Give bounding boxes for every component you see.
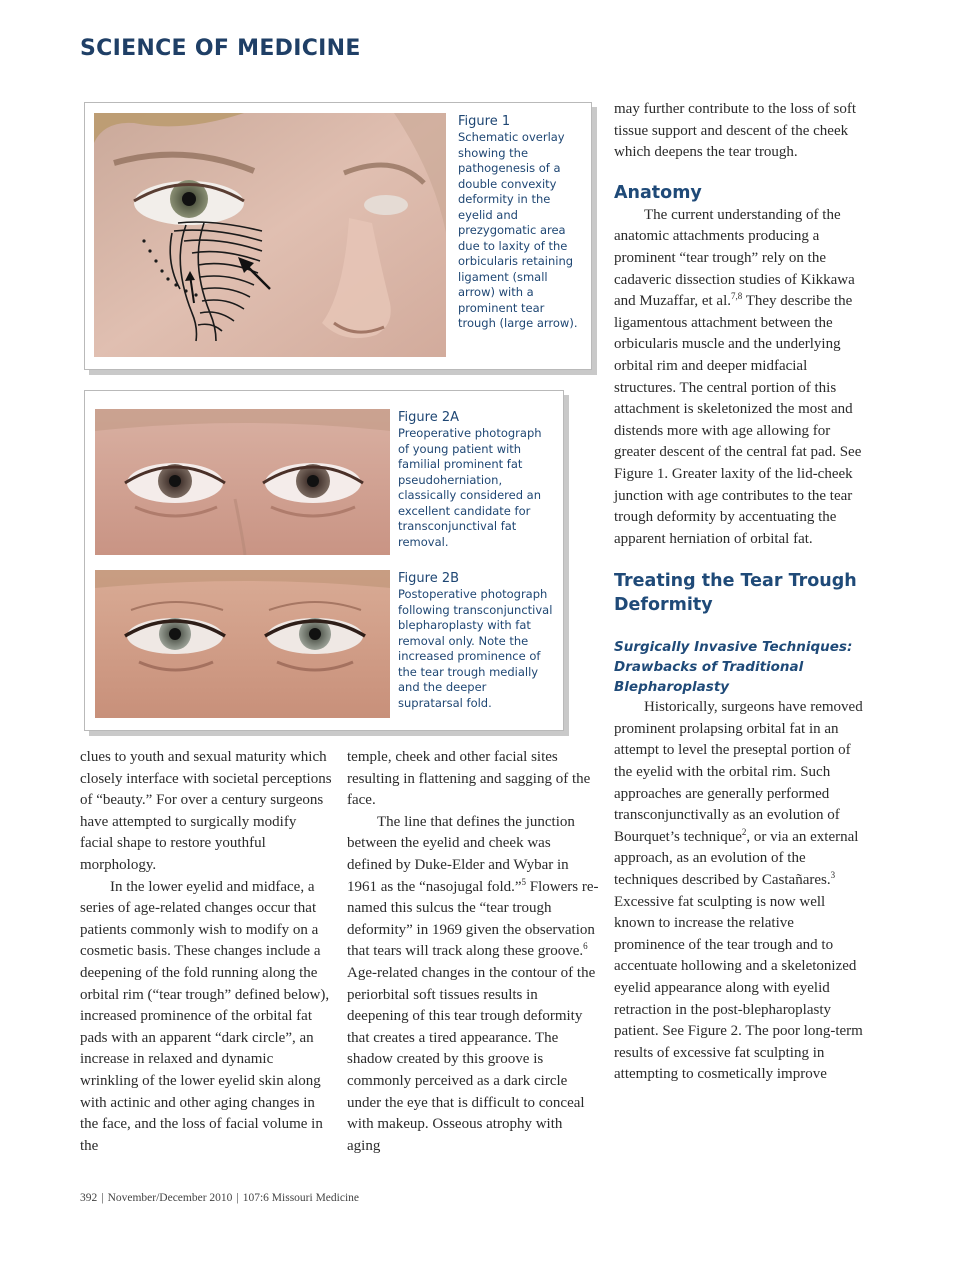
reference-3: 3 [830, 870, 836, 881]
column-3 [614, 99, 866, 1086]
figure-2a-caption [398, 409, 554, 550]
anatomy-paragraph [614, 205, 866, 551]
column-2 [347, 747, 599, 1157]
treating-part-c: Excessive fat sculpting is now well known to increase the relative prominence of the tear trough and to accentuate hollowing and a skeletonized eyelid appearance along with eyelid retraction in the post-blepharoplasty patient. See Figure 2. The poor long-term results of excessive fat sculpting in attempting to cosmetically improve [614, 893, 863, 1083]
reference-5: 5 [521, 876, 527, 887]
reference-2: 2 [741, 826, 747, 837]
treating-part-b: , or via an external approach, as an evolution of the techniques described by Castañares. [614, 828, 859, 889]
treating-paragraph [614, 697, 866, 1086]
heading-treating: Treating the Tear Trough Deformity [614, 571, 857, 616]
figure-2a-photo [95, 409, 390, 555]
figure-2-box [84, 390, 564, 731]
col2-p2-part-b: Flowers re-named this sulcus the “tear trough deformity” in 1969 given the observation that tears will track along these groove. [347, 878, 599, 960]
reference-7-8: 7,8 [730, 291, 743, 302]
anatomy-part-a: The current understanding of the anatomic attachments producing a prominent “tear trough” rely on the cadaveric dissection studies of Kikkawa and Muzaffar, et al. [614, 206, 855, 310]
column-1 [80, 747, 332, 1157]
figure-2a-title: Figure 2A [398, 410, 459, 425]
col2-paragraph-1: temple, cheek and other facial sites resulting in flattening and sagging of the face. [347, 749, 591, 809]
figure-2b-text: Postoperative photograph following transconjunctival blepharoplasty with fat removal only. Note the increased prominence of the tear trough medially and the deeper supratarsal fold. [398, 587, 553, 710]
figure-1-text: Schematic overlay showing the pathogenesis of a double convexity deformity in the eyelid and prezygomatic area due to laxity of the orbicularis retaining ligament (small arrow) with a prominent tear trough (large arrow). [458, 130, 578, 330]
figure-1-title: Figure 1 [458, 114, 511, 129]
col2-p2-part-c: Age-related changes in the contour of the periorbital soft tissues results in deepening of this tear trough deformity that creates a tired appearance. The shadow created by this groove is commonly perceived as a dark circle under the eye that is difficult to conceal with makeup. Osseous atrophy with aging [347, 964, 596, 1154]
section-title: SCIENCE OF MEDICINE [80, 36, 361, 61]
col1-paragraph-2: In the lower eyelid and midface, a series of age-related changes occur that patients commonly wish to modify on a cosmetic basis. These changes include a deepening of the fold running along the orbital rim (“tear trough” defined below), increased prominence of the orbital fat pads with an apparent “dark circle”, an increase in relaxed and dynamic wrinkling of the lower eyelid skin along with actinic and other aging changes in the face, and the loss of facial volume in the [80, 878, 330, 1154]
figure-2b-title: Figure 2B [398, 571, 460, 586]
col2-p2-part-a: The line that defines the junction between the eyelid and cheek was defined by Duke-Elder and Wybar in 1961 as the “nasojugal fold.” [347, 813, 575, 895]
figure-1-caption [458, 113, 584, 332]
footer-separator: | [101, 1192, 104, 1204]
figure-1-photo [94, 113, 446, 357]
figure-2b-photo [95, 570, 390, 718]
figure-2a-text: Preoperative photograph of young patient with familial prominent fat pseudoherniation, classically considered an excellent candidate for transconjunctival fat removal. [398, 426, 542, 549]
reference-6: 6 [583, 941, 588, 952]
issue-date: November/December 2010 [107, 1192, 233, 1204]
anatomy-part-b: They describe the ligamentous attachment between the orbicularis muscle and the underlying orbital rim and deeper midfacial structures. The central portion of this attachment is skeletonized the most and distends more with age allowing for greater descent of the central fat pad. See Figure 1. Greater laxity of the lid-cheek junction with age contributes to the tear trough deformity by accentuating the apparent herniation of orbital fat. [614, 293, 862, 547]
figure-1-box [84, 102, 592, 370]
page-footer [80, 1192, 359, 1204]
treating-part-a: Historically, surgeons have removed prominent prolapsing orbital fat in an attempt to level the preseptal portion of the eyelid with the orbital rim. Such approaches are generally performed transconjunctivally as an evolution of Bourquet’s technique [614, 699, 863, 845]
journal-name: 107:6 Missouri Medicine [242, 1192, 360, 1204]
figure-2b-caption [398, 570, 554, 711]
heading-anatomy: Anatomy [614, 182, 702, 203]
col1-paragraph-1: clues to youth and sexual maturity which closely interface with societal perceptions of “beauty.” For over a century surgeons have attempted to surgically modify facial shape to restore youthful morphology. [80, 749, 332, 873]
page-number: 392 [80, 1192, 98, 1204]
footer-separator: | [236, 1192, 239, 1204]
col3-intro-paragraph: may further contribute to the loss of soft tissue support and descent of the cheek which deepens the tear trough. [614, 101, 857, 161]
subheading-surgical: Surgically Invasive Techniques: Drawbacks of Traditional Blepharoplasty [614, 639, 853, 696]
col2-paragraph-2 [347, 812, 599, 1158]
